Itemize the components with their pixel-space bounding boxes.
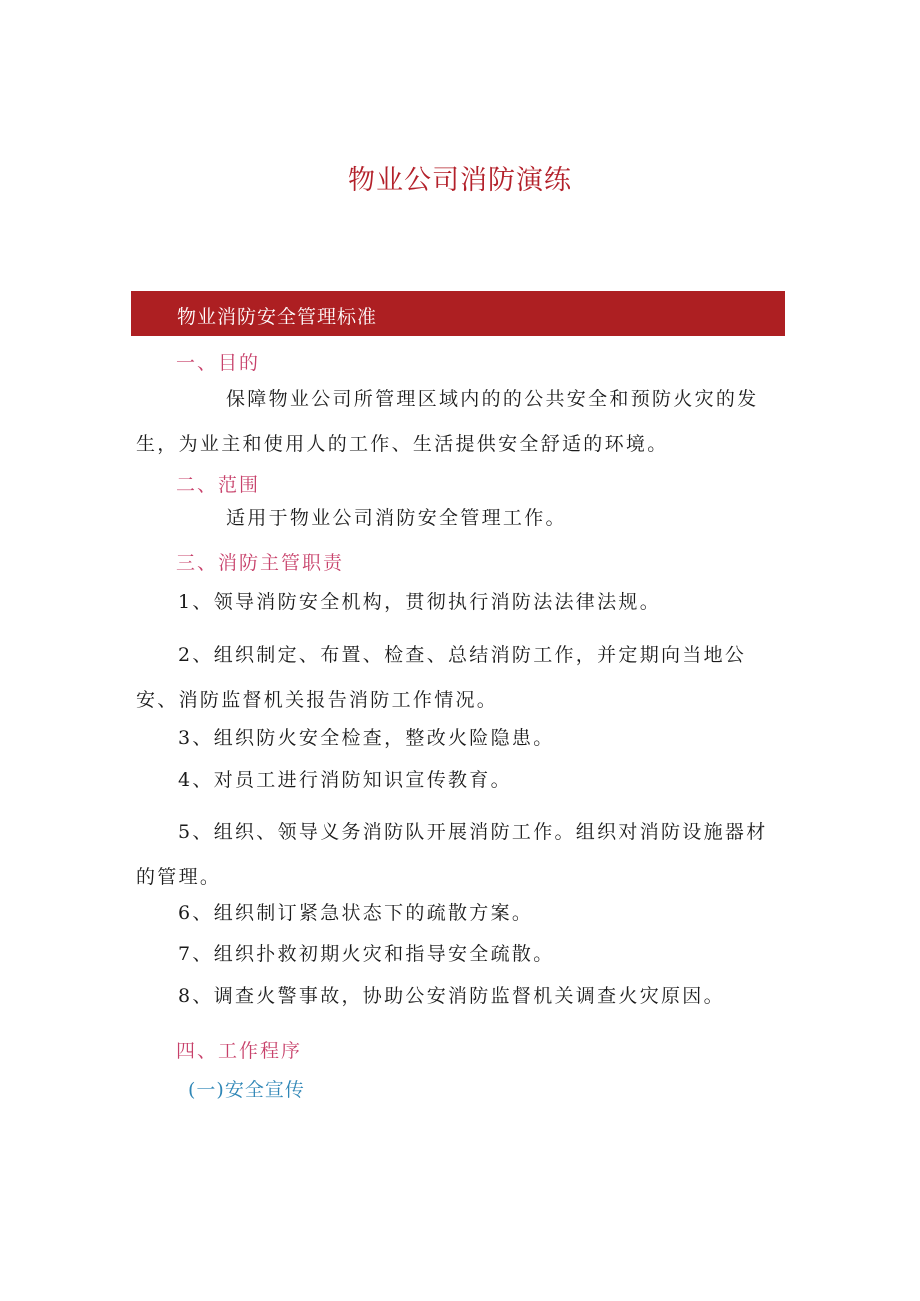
duty-item-7: 7、组织扑救初期火灾和指导安全疏散。 — [178, 943, 555, 965]
paragraph-purpose: 保障物业公司所管理区域内的的公共安全和预防火灾的发生，为业主和使用人的工作、生活提供安全舒适的环境。 — [136, 388, 759, 455]
duty-item-5: 5、组织、领导义务消防队开展消防工作。组织对消防设施器材的管理。 — [136, 821, 768, 888]
duty-item-2: 2、组织制定、布置、检查、总结消防工作，并定期向当地公安、消防监督机关报告消防工作情况。 — [136, 644, 747, 711]
heading-duties: 三、消防主管职责 — [176, 552, 345, 574]
duty-item-6: 6、组织制订紧急状态下的疏散方案。 — [178, 902, 534, 924]
document-title: 物业公司消防演练 — [348, 165, 572, 196]
paragraph-scope: 适用于物业公司消防安全管理工作。 — [226, 507, 567, 529]
section-banner — [131, 291, 785, 336]
duty-item-8: 8、调查火警事故，协助公安消防监督机关调查火灾原因。 — [178, 985, 725, 1007]
heading-procedure: 四、工作程序 — [176, 1040, 303, 1062]
duty-item-4: 4、对员工进行消防知识宣传教育。 — [178, 769, 512, 791]
duty-item-3: 3、组织防火安全检查，整改火险隐患。 — [178, 727, 555, 749]
banner-text: 物业消防安全管理标准 — [177, 306, 378, 328]
heading-purpose: 一、目的 — [176, 352, 261, 374]
subheading-safety-promotion: (一)安全宣传 — [188, 1079, 305, 1101]
heading-scope: 二、范围 — [176, 474, 261, 496]
duty-item-1: 1、领导消防安全机构，贯彻执行消防法法律法规。 — [178, 591, 661, 613]
